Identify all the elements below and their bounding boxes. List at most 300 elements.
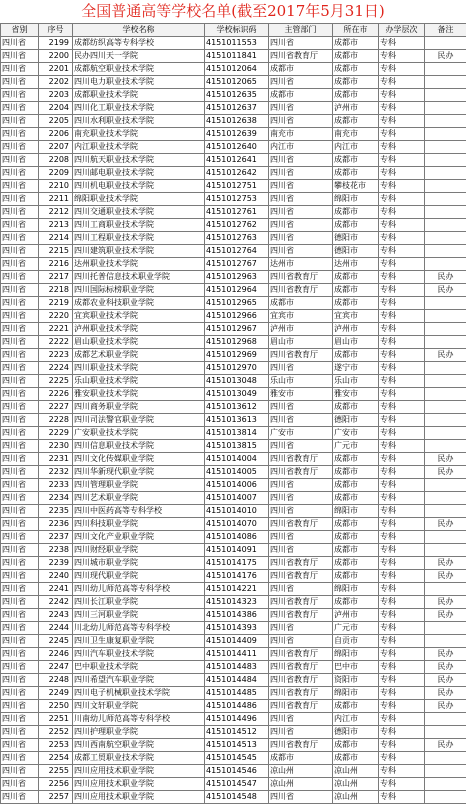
cell-seq[interactable]: 2249: [39, 687, 73, 700]
cell-code[interactable]: 4151012965: [205, 297, 269, 310]
cell-code[interactable]: 4151011841: [205, 50, 269, 63]
cell-seq[interactable]: 2226: [39, 388, 73, 401]
cell-level[interactable]: 专科: [379, 635, 425, 648]
cell-code[interactable]: 4151014485: [205, 687, 269, 700]
cell-note[interactable]: [425, 297, 466, 310]
cell-province[interactable]: 四川省: [1, 453, 39, 466]
cell-code[interactable]: 4151012751: [205, 180, 269, 193]
cell-province[interactable]: 四川省: [1, 713, 39, 726]
cell-seq[interactable]: 2251: [39, 713, 73, 726]
cell-name[interactable]: 成都农业科技职业学院: [73, 297, 205, 310]
cell-province[interactable]: 四川省: [1, 63, 39, 76]
cell-name[interactable]: 四川财经职业学院: [73, 544, 205, 557]
cell-note[interactable]: [425, 726, 466, 739]
cell-code[interactable]: 4151012642: [205, 167, 269, 180]
cell-level[interactable]: 专科: [379, 336, 425, 349]
cell-seq[interactable]: 2248: [39, 674, 73, 687]
cell-code[interactable]: 4151014007: [205, 492, 269, 505]
cell-note[interactable]: [425, 193, 466, 206]
cell-name[interactable]: 泸州职业技术学院: [73, 323, 205, 336]
cell-code[interactable]: 4151012637: [205, 102, 269, 115]
cell-loc[interactable]: 成都市: [333, 219, 379, 232]
cell-province[interactable]: 四川省: [1, 258, 39, 271]
cell-level[interactable]: 专科: [379, 297, 425, 310]
cell-code[interactable]: 4151014484: [205, 674, 269, 687]
cell-note[interactable]: [425, 115, 466, 128]
cell-seq[interactable]: 2230: [39, 440, 73, 453]
cell-note[interactable]: [425, 752, 466, 765]
cell-code[interactable]: 4151012762: [205, 219, 269, 232]
cell-seq[interactable]: 2213: [39, 219, 73, 232]
cell-loc[interactable]: 德阳市: [333, 245, 379, 258]
cell-name[interactable]: 四川建筑职业技术学院: [73, 245, 205, 258]
cell-province[interactable]: 四川省: [1, 778, 39, 791]
cell-province[interactable]: 四川省: [1, 310, 39, 323]
cell-level[interactable]: 专科: [379, 453, 425, 466]
cell-dept[interactable]: 广安市: [269, 427, 333, 440]
cell-loc[interactable]: 成都市: [333, 206, 379, 219]
cell-dept[interactable]: 四川省: [269, 219, 333, 232]
cell-loc[interactable]: 成都市: [333, 479, 379, 492]
cell-level[interactable]: 专科: [379, 505, 425, 518]
cell-province[interactable]: 四川省: [1, 648, 39, 661]
cell-note[interactable]: 民办: [425, 284, 466, 297]
cell-code[interactable]: 4151012635: [205, 89, 269, 102]
cell-level[interactable]: 专科: [379, 50, 425, 63]
cell-level[interactable]: 专科: [379, 752, 425, 765]
cell-dept[interactable]: 四川省: [269, 531, 333, 544]
cell-code[interactable]: 4151014409: [205, 635, 269, 648]
cell-province[interactable]: 四川省: [1, 219, 39, 232]
cell-level[interactable]: 专科: [379, 232, 425, 245]
cell-seq[interactable]: 2228: [39, 414, 73, 427]
cell-dept[interactable]: 四川省: [269, 492, 333, 505]
cell-code[interactable]: 4151012639: [205, 128, 269, 141]
cell-dept[interactable]: 雅安市: [269, 388, 333, 401]
cell-code[interactable]: 4151013048: [205, 375, 269, 388]
cell-seq[interactable]: 2225: [39, 375, 73, 388]
cell-seq[interactable]: 2240: [39, 570, 73, 583]
cell-seq[interactable]: 2244: [39, 622, 73, 635]
cell-seq[interactable]: 2237: [39, 531, 73, 544]
cell-level[interactable]: 专科: [379, 76, 425, 89]
cell-province[interactable]: 四川省: [1, 687, 39, 700]
cell-seq[interactable]: 2214: [39, 232, 73, 245]
cell-dept[interactable]: 四川省教育厅: [269, 596, 333, 609]
cell-province[interactable]: 四川省: [1, 141, 39, 154]
cell-name[interactable]: 四川应用技术职业学院: [73, 791, 205, 804]
cell-name[interactable]: 四川商务职业学院: [73, 401, 205, 414]
cell-province[interactable]: 四川省: [1, 128, 39, 141]
cell-code[interactable]: 4151014483: [205, 661, 269, 674]
cell-level[interactable]: 专科: [379, 596, 425, 609]
cell-code[interactable]: 4151013814: [205, 427, 269, 440]
cell-note[interactable]: [425, 778, 466, 791]
cell-seq[interactable]: 2233: [39, 479, 73, 492]
cell-seq[interactable]: 2215: [39, 245, 73, 258]
cell-province[interactable]: 四川省: [1, 414, 39, 427]
cell-loc[interactable]: 成都市: [333, 466, 379, 479]
cell-province[interactable]: 四川省: [1, 440, 39, 453]
cell-loc[interactable]: 成都市: [333, 401, 379, 414]
cell-code[interactable]: 4151012641: [205, 154, 269, 167]
cell-code[interactable]: 4151013612: [205, 401, 269, 414]
cell-dept[interactable]: 南充市: [269, 128, 333, 141]
cell-code[interactable]: 4151012640: [205, 141, 269, 154]
cell-note[interactable]: [425, 375, 466, 388]
cell-province[interactable]: 四川省: [1, 193, 39, 206]
cell-seq[interactable]: 2201: [39, 63, 73, 76]
cell-loc[interactable]: 成都市: [333, 570, 379, 583]
cell-province[interactable]: 四川省: [1, 323, 39, 336]
cell-dept[interactable]: 四川省: [269, 622, 333, 635]
cell-province[interactable]: 四川省: [1, 297, 39, 310]
cell-note[interactable]: 民办: [425, 739, 466, 752]
cell-name[interactable]: 四川护理职业学院: [73, 726, 205, 739]
cell-level[interactable]: 专科: [379, 167, 425, 180]
cell-dept[interactable]: 四川省教育厅: [269, 557, 333, 570]
cell-dept[interactable]: 四川省: [269, 414, 333, 427]
cell-dept[interactable]: 内江市: [269, 141, 333, 154]
cell-loc[interactable]: 广元市: [333, 622, 379, 635]
cell-loc[interactable]: 成都市: [333, 518, 379, 531]
cell-province[interactable]: 四川省: [1, 167, 39, 180]
cell-province[interactable]: 四川省: [1, 791, 39, 804]
cell-code[interactable]: 4151014513: [205, 739, 269, 752]
cell-name[interactable]: 眉山职业技术学院: [73, 336, 205, 349]
cell-name[interactable]: 乐山职业技术学院: [73, 375, 205, 388]
cell-code[interactable]: 4151012964: [205, 284, 269, 297]
cell-loc[interactable]: 南充市: [333, 128, 379, 141]
cell-seq[interactable]: 2245: [39, 635, 73, 648]
cell-note[interactable]: [425, 492, 466, 505]
cell-province[interactable]: 四川省: [1, 76, 39, 89]
cell-dept[interactable]: 四川省: [269, 713, 333, 726]
cell-code[interactable]: 4151014486: [205, 700, 269, 713]
cell-loc[interactable]: 成都市: [333, 284, 379, 297]
cell-name[interactable]: 四川文轩职业学院: [73, 700, 205, 713]
cell-level[interactable]: 专科: [379, 648, 425, 661]
cell-name[interactable]: 四川工商职业技术学院: [73, 219, 205, 232]
cell-name[interactable]: 四川邮电职业技术学院: [73, 167, 205, 180]
cell-note[interactable]: [425, 765, 466, 778]
cell-province[interactable]: 四川省: [1, 37, 39, 50]
cell-name[interactable]: 成都航空职业技术学院: [73, 63, 205, 76]
cell-level[interactable]: 专科: [379, 778, 425, 791]
cell-level[interactable]: 专科: [379, 362, 425, 375]
header-note[interactable]: 备注: [425, 24, 466, 37]
cell-loc[interactable]: 达州市: [333, 258, 379, 271]
cell-dept[interactable]: 四川省: [269, 583, 333, 596]
cell-note[interactable]: [425, 232, 466, 245]
cell-seq[interactable]: 2206: [39, 128, 73, 141]
cell-code[interactable]: 4151012969: [205, 349, 269, 362]
cell-code[interactable]: 4151012064: [205, 63, 269, 76]
cell-province[interactable]: 四川省: [1, 180, 39, 193]
cell-dept[interactable]: 成都市: [269, 297, 333, 310]
cell-loc[interactable]: 德阳市: [333, 726, 379, 739]
cell-name[interactable]: 四川托普信息技术职业学院: [73, 271, 205, 284]
cell-name[interactable]: 成都纺织高等专科学校: [73, 37, 205, 50]
cell-note[interactable]: 民办: [425, 609, 466, 622]
cell-dept[interactable]: 四川省教育厅: [269, 739, 333, 752]
cell-level[interactable]: 专科: [379, 687, 425, 700]
cell-dept[interactable]: 四川省教育厅: [269, 648, 333, 661]
cell-level[interactable]: 专科: [379, 37, 425, 50]
cell-province[interactable]: 四川省: [1, 271, 39, 284]
cell-note[interactable]: 民办: [425, 466, 466, 479]
cell-province[interactable]: 四川省: [1, 115, 39, 128]
cell-dept[interactable]: 四川省教育厅: [269, 700, 333, 713]
cell-province[interactable]: 四川省: [1, 375, 39, 388]
cell-level[interactable]: 专科: [379, 492, 425, 505]
cell-code[interactable]: 4151012767: [205, 258, 269, 271]
cell-level[interactable]: 专科: [379, 63, 425, 76]
cell-level[interactable]: 专科: [379, 700, 425, 713]
cell-seq[interactable]: 2250: [39, 700, 73, 713]
cell-loc[interactable]: 成都市: [333, 154, 379, 167]
cell-dept[interactable]: 四川省: [269, 479, 333, 492]
cell-loc[interactable]: 泸州市: [333, 102, 379, 115]
cell-dept[interactable]: 四川省: [269, 232, 333, 245]
cell-seq[interactable]: 2243: [39, 609, 73, 622]
cell-code[interactable]: 4151012970: [205, 362, 269, 375]
cell-code[interactable]: 4151014386: [205, 609, 269, 622]
cell-note[interactable]: 民办: [425, 570, 466, 583]
cell-level[interactable]: 专科: [379, 375, 425, 388]
cell-province[interactable]: 四川省: [1, 544, 39, 557]
header-province[interactable]: 省别: [1, 24, 39, 37]
cell-loc[interactable]: 凉山州: [333, 778, 379, 791]
cell-loc[interactable]: 成都市: [333, 596, 379, 609]
cell-level[interactable]: 专科: [379, 622, 425, 635]
cell-name[interactable]: 南充职业技术学院: [73, 128, 205, 141]
cell-province[interactable]: 四川省: [1, 635, 39, 648]
cell-code[interactable]: 4151014545: [205, 752, 269, 765]
cell-loc[interactable]: 成都市: [333, 739, 379, 752]
cell-seq[interactable]: 2212: [39, 206, 73, 219]
cell-note[interactable]: [425, 37, 466, 50]
cell-seq[interactable]: 2205: [39, 115, 73, 128]
cell-province[interactable]: 四川省: [1, 739, 39, 752]
cell-seq[interactable]: 2218: [39, 284, 73, 297]
cell-note[interactable]: 民办: [425, 557, 466, 570]
cell-code[interactable]: 4151014070: [205, 518, 269, 531]
cell-name[interactable]: 四川现代职业学院: [73, 570, 205, 583]
cell-dept[interactable]: 凉山州: [269, 765, 333, 778]
cell-seq[interactable]: 2202: [39, 76, 73, 89]
cell-dept[interactable]: 成都市: [269, 63, 333, 76]
cell-loc[interactable]: 成都市: [333, 37, 379, 50]
cell-note[interactable]: [425, 323, 466, 336]
cell-name[interactable]: 四川汽车职业技术学院: [73, 648, 205, 661]
header-department[interactable]: 主管部门: [269, 24, 333, 37]
cell-name[interactable]: 雅安职业技术学院: [73, 388, 205, 401]
cell-loc[interactable]: 乐山市: [333, 375, 379, 388]
cell-level[interactable]: 专科: [379, 102, 425, 115]
cell-loc[interactable]: 成都市: [333, 115, 379, 128]
cell-seq[interactable]: 2211: [39, 193, 73, 206]
cell-level[interactable]: 专科: [379, 791, 425, 804]
cell-code[interactable]: 4151014176: [205, 570, 269, 583]
cell-note[interactable]: 民办: [425, 661, 466, 674]
cell-loc[interactable]: 遂宁市: [333, 362, 379, 375]
cell-name[interactable]: 四川工程职业技术学院: [73, 232, 205, 245]
cell-note[interactable]: [425, 505, 466, 518]
cell-dept[interactable]: 四川省: [269, 115, 333, 128]
cell-name[interactable]: 四川航天职业技术学院: [73, 154, 205, 167]
cell-code[interactable]: 4151014010: [205, 505, 269, 518]
cell-dept[interactable]: 乐山市: [269, 375, 333, 388]
header-seq[interactable]: 序号: [39, 24, 73, 37]
cell-seq[interactable]: 2253: [39, 739, 73, 752]
cell-seq[interactable]: 2236: [39, 518, 73, 531]
cell-name[interactable]: 成都艺术职业学院: [73, 349, 205, 362]
cell-dept[interactable]: 四川省: [269, 102, 333, 115]
cell-note[interactable]: [425, 531, 466, 544]
cell-note[interactable]: [425, 544, 466, 557]
cell-dept[interactable]: 四川省: [269, 505, 333, 518]
cell-loc[interactable]: 巴中市: [333, 661, 379, 674]
cell-loc[interactable]: 成都市: [333, 89, 379, 102]
cell-note[interactable]: [425, 63, 466, 76]
cell-code[interactable]: 4151011553: [205, 37, 269, 50]
cell-level[interactable]: 专科: [379, 245, 425, 258]
cell-name[interactable]: 民办四川天一学院: [73, 50, 205, 63]
cell-code[interactable]: 4151013613: [205, 414, 269, 427]
cell-note[interactable]: 民办: [425, 674, 466, 687]
cell-seq[interactable]: 2203: [39, 89, 73, 102]
cell-province[interactable]: 四川省: [1, 531, 39, 544]
cell-seq[interactable]: 2199: [39, 37, 73, 50]
cell-name[interactable]: 四川华新现代职业学院: [73, 466, 205, 479]
cell-seq[interactable]: 2254: [39, 752, 73, 765]
cell-loc[interactable]: 成都市: [333, 76, 379, 89]
cell-loc[interactable]: 泸州市: [333, 609, 379, 622]
header-level[interactable]: 办学层次: [379, 24, 425, 37]
cell-level[interactable]: 专科: [379, 427, 425, 440]
cell-level[interactable]: 专科: [379, 570, 425, 583]
cell-dept[interactable]: 四川省教育厅: [269, 687, 333, 700]
cell-name[interactable]: 四川电力职业技术学院: [73, 76, 205, 89]
cell-note[interactable]: 民办: [425, 518, 466, 531]
cell-seq[interactable]: 2239: [39, 557, 73, 570]
cell-name[interactable]: 四川应用技术职业学院: [73, 765, 205, 778]
cell-name[interactable]: 达州职业技术学院: [73, 258, 205, 271]
cell-name[interactable]: 四川交通职业技术学院: [73, 206, 205, 219]
cell-note[interactable]: [425, 167, 466, 180]
cell-name[interactable]: 四川三河职业学院: [73, 609, 205, 622]
cell-name[interactable]: 四川卫生康复职业学院: [73, 635, 205, 648]
cell-dept[interactable]: 四川省: [269, 37, 333, 50]
cell-code[interactable]: 4151012763: [205, 232, 269, 245]
cell-province[interactable]: 四川省: [1, 674, 39, 687]
cell-note[interactable]: [425, 154, 466, 167]
cell-level[interactable]: 专科: [379, 739, 425, 752]
cell-province[interactable]: 四川省: [1, 89, 39, 102]
cell-loc[interactable]: 成都市: [333, 557, 379, 570]
cell-note[interactable]: [425, 102, 466, 115]
cell-seq[interactable]: 2257: [39, 791, 73, 804]
cell-dept[interactable]: 达州市: [269, 258, 333, 271]
cell-province[interactable]: 四川省: [1, 427, 39, 440]
cell-code[interactable]: 4151014393: [205, 622, 269, 635]
cell-province[interactable]: 四川省: [1, 518, 39, 531]
cell-seq[interactable]: 2234: [39, 492, 73, 505]
cell-province[interactable]: 四川省: [1, 609, 39, 622]
cell-level[interactable]: 专科: [379, 349, 425, 362]
cell-dept[interactable]: 四川省: [269, 544, 333, 557]
cell-name[interactable]: 四川化工职业技术学院: [73, 102, 205, 115]
cell-province[interactable]: 四川省: [1, 700, 39, 713]
cell-dept[interactable]: 四川省: [269, 154, 333, 167]
cell-name[interactable]: 四川希望汽车职业学院: [73, 674, 205, 687]
cell-province[interactable]: 四川省: [1, 232, 39, 245]
cell-note[interactable]: [425, 583, 466, 596]
cell-dept[interactable]: 四川省: [269, 726, 333, 739]
cell-code[interactable]: 4151012967: [205, 323, 269, 336]
cell-code[interactable]: 4151014005: [205, 466, 269, 479]
cell-seq[interactable]: 2238: [39, 544, 73, 557]
cell-name[interactable]: 四川国际标榜职业学院: [73, 284, 205, 297]
cell-level[interactable]: 专科: [379, 154, 425, 167]
cell-seq[interactable]: 2220: [39, 310, 73, 323]
cell-note[interactable]: [425, 206, 466, 219]
cell-level[interactable]: 专科: [379, 115, 425, 128]
cell-seq[interactable]: 2207: [39, 141, 73, 154]
cell-level[interactable]: 专科: [379, 544, 425, 557]
cell-code[interactable]: 4151014221: [205, 583, 269, 596]
cell-loc[interactable]: 绵阳市: [333, 583, 379, 596]
cell-seq[interactable]: 2219: [39, 297, 73, 310]
cell-code[interactable]: 4151012065: [205, 76, 269, 89]
cell-name[interactable]: 四川司法警官职业学院: [73, 414, 205, 427]
cell-province[interactable]: 四川省: [1, 505, 39, 518]
cell-code[interactable]: 4151014323: [205, 596, 269, 609]
cell-level[interactable]: 专科: [379, 479, 425, 492]
cell-loc[interactable]: 成都市: [333, 700, 379, 713]
cell-code[interactable]: 4151014411: [205, 648, 269, 661]
cell-loc[interactable]: 宜宾市: [333, 310, 379, 323]
cell-note[interactable]: 民办: [425, 687, 466, 700]
cell-dept[interactable]: 四川省: [269, 440, 333, 453]
cell-dept[interactable]: 四川省教育厅: [269, 518, 333, 531]
cell-seq[interactable]: 2227: [39, 401, 73, 414]
cell-loc[interactable]: 成都市: [333, 531, 379, 544]
cell-code[interactable]: 4151014512: [205, 726, 269, 739]
cell-note[interactable]: [425, 479, 466, 492]
cell-code[interactable]: 4151013049: [205, 388, 269, 401]
header-city[interactable]: 所在市: [333, 24, 379, 37]
cell-level[interactable]: 专科: [379, 531, 425, 544]
cell-code[interactable]: 4151012963: [205, 271, 269, 284]
cell-level[interactable]: 专科: [379, 388, 425, 401]
cell-level[interactable]: 专科: [379, 726, 425, 739]
cell-province[interactable]: 四川省: [1, 596, 39, 609]
cell-code[interactable]: 4151012966: [205, 310, 269, 323]
cell-dept[interactable]: 眉山市: [269, 336, 333, 349]
cell-level[interactable]: 专科: [379, 518, 425, 531]
cell-name[interactable]: 四川文化产业职业学院: [73, 531, 205, 544]
cell-note[interactable]: [425, 219, 466, 232]
cell-seq[interactable]: 2235: [39, 505, 73, 518]
cell-loc[interactable]: 成都市: [333, 349, 379, 362]
cell-note[interactable]: [425, 362, 466, 375]
cell-note[interactable]: 民办: [425, 700, 466, 713]
cell-province[interactable]: 四川省: [1, 492, 39, 505]
cell-dept[interactable]: 四川省教育厅: [269, 674, 333, 687]
cell-province[interactable]: 四川省: [1, 362, 39, 375]
